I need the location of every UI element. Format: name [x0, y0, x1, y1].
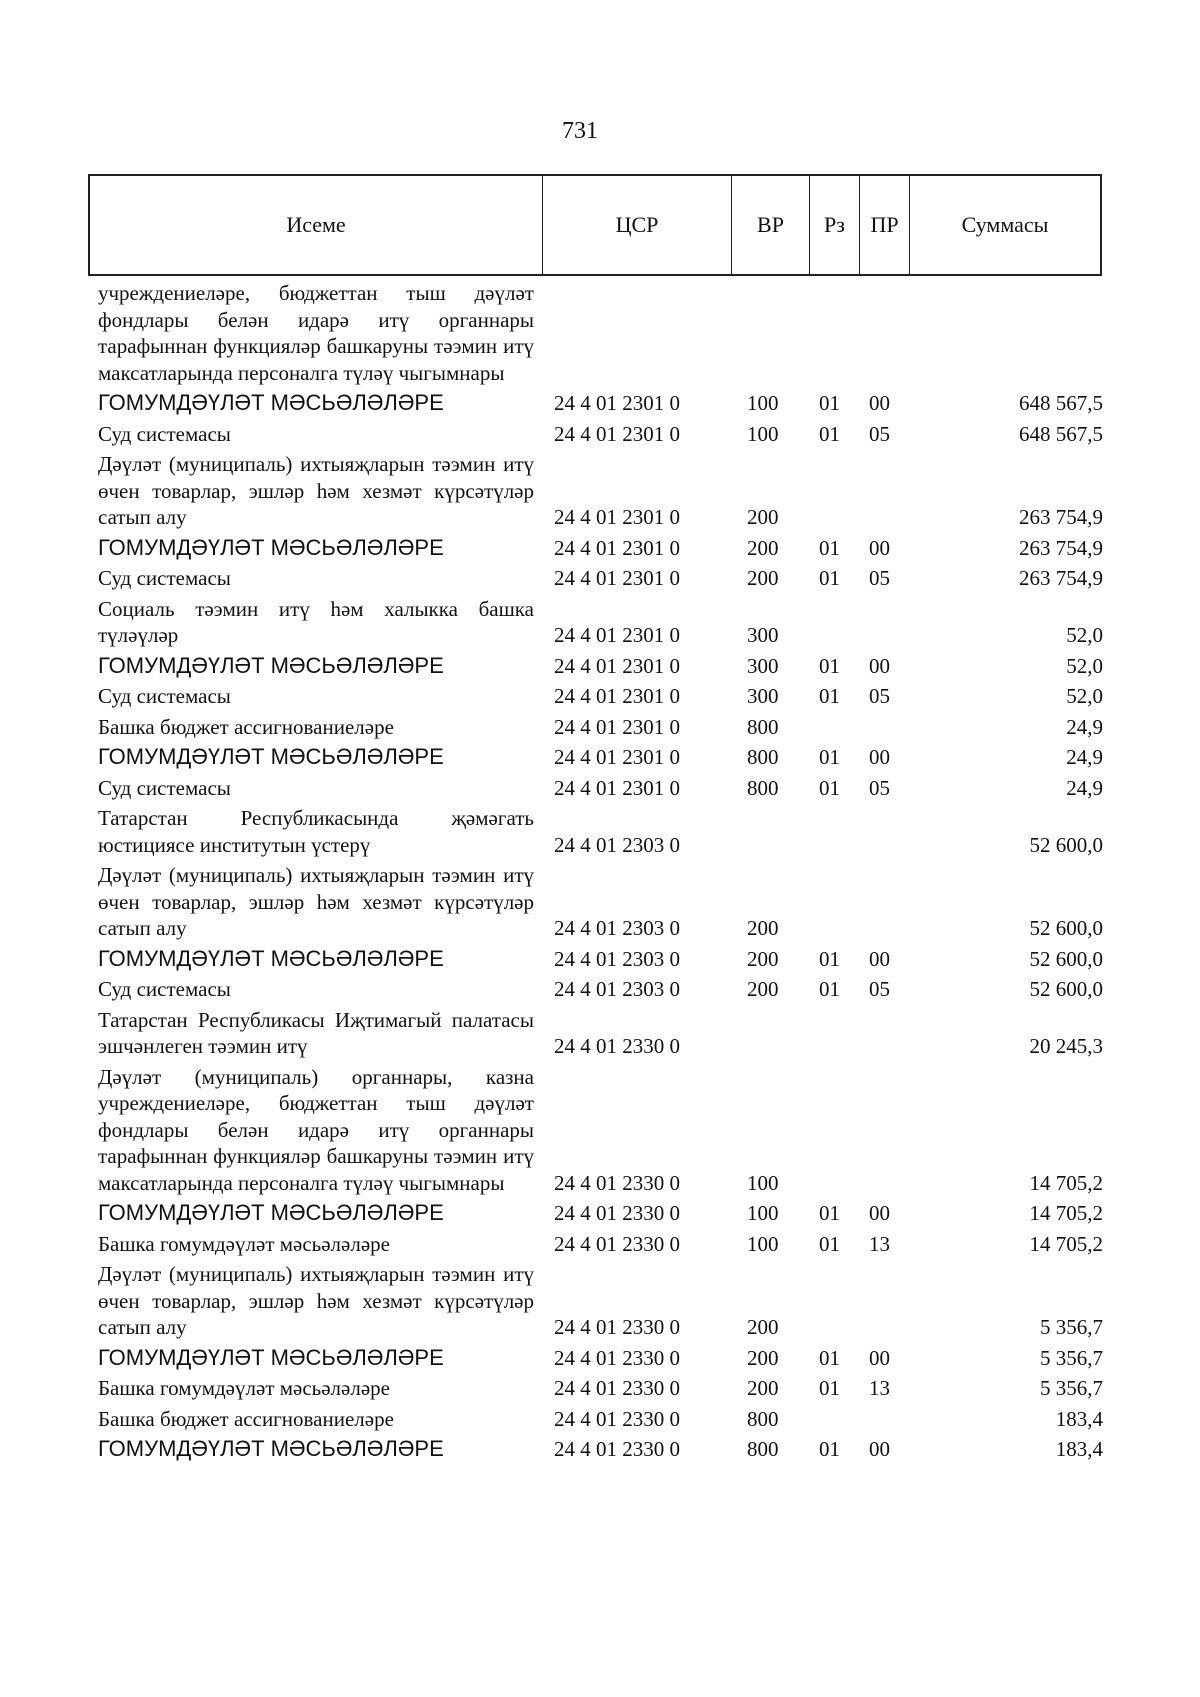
table-row — [98, 712, 1103, 743]
row-csr: 24 4 01 2330 0 — [554, 1201, 680, 1225]
row-pr: 00 — [869, 1437, 890, 1461]
row-vr: 200 — [747, 1315, 779, 1339]
table-header — [88, 174, 1102, 276]
row-csr: 24 4 01 2301 0 — [554, 421, 680, 446]
row-sum: 24,9 — [1066, 745, 1103, 769]
row-sum: 183,4 — [1055, 1406, 1103, 1431]
row-pr: 13 — [869, 1376, 890, 1400]
table-row — [98, 594, 1103, 651]
row-vr: 100 — [747, 421, 779, 446]
row-csr: 24 4 01 2301 0 — [554, 391, 680, 415]
row-csr: 24 4 01 2301 0 — [554, 745, 680, 769]
table-row — [98, 1404, 1103, 1435]
row-vr: 200 — [747, 946, 779, 971]
header-pr: ПР — [860, 176, 910, 274]
row-name: учреждениеләре, бюджеттан тыш дәүләт фондлары белән идарә итү органнары тарафыннан функцияләр башкаруны тәэмин итү максатларында персоналга түләү чыгымнары — [98, 281, 534, 385]
row-name: Татарстан Республикасында җәмәгать юстициясе институтын үстерү — [98, 806, 534, 857]
table-row — [98, 278, 1103, 388]
row-sum: 5 356,7 — [1040, 1315, 1103, 1339]
row-sum: 52 600,0 — [1029, 946, 1103, 971]
row-vr: 800 — [747, 745, 779, 769]
row-name: ГОМУМДӘҮЛӘТ МӘСЬӘЛӘЛӘРЕ — [98, 945, 444, 971]
table-row — [98, 1259, 1103, 1343]
table-row — [98, 1343, 1103, 1374]
row-name: Суд системасы — [98, 977, 231, 1001]
row-rz: 01 — [819, 566, 840, 590]
row-name: Башка гомумдәүләт мәсьәләләре — [98, 1376, 390, 1400]
row-sum: 14 705,2 — [1029, 1170, 1103, 1195]
row-csr: 24 4 01 2301 0 — [554, 535, 680, 560]
row-vr: 100 — [747, 1201, 779, 1225]
row-csr: 24 4 01 2330 0 — [554, 1376, 680, 1400]
header-name: Исеме — [90, 176, 543, 274]
row-vr: 200 — [747, 1376, 779, 1400]
row-csr: 24 4 01 2330 0 — [554, 1406, 680, 1431]
row-name: Суд системасы — [98, 684, 231, 708]
row-vr: 800 — [747, 775, 779, 800]
row-csr: 24 4 01 2303 0 — [554, 832, 680, 857]
row-rz: 01 — [819, 775, 840, 800]
header-rz: Рз — [810, 176, 860, 274]
row-name: Дәүләт (муниципаль) ихтыяҗларын тәэмин итү өчен товарлар, эшләр һәм хезмәт күрсәтүләр сатып алу — [98, 863, 534, 940]
row-csr: 24 4 01 2301 0 — [554, 775, 680, 800]
table-row — [98, 974, 1103, 1005]
row-name: ГОМУМДӘҮЛӘТ МӘСЬӘЛӘЛӘРЕ — [98, 652, 444, 678]
row-vr: 300 — [747, 684, 779, 708]
row-sum: 14 705,2 — [1029, 1231, 1103, 1256]
table-row — [98, 1229, 1103, 1260]
row-rz: 01 — [819, 1437, 840, 1461]
row-name: Социаль тәэмин итү һәм халыкка башка түләүләр — [98, 596, 534, 647]
row-pr: 05 — [869, 421, 890, 446]
row-csr: 24 4 01 2303 0 — [554, 916, 680, 940]
row-name: Суд системасы — [98, 421, 231, 446]
row-name: Суд системасы — [98, 775, 231, 800]
row-csr: 24 4 01 2301 0 — [554, 566, 680, 590]
row-name: ГОМУМДӘҮЛӘТ МӘСЬӘЛӘЛӘРЕ — [98, 1200, 444, 1225]
row-vr: 200 — [747, 916, 779, 940]
row-pr: 05 — [869, 684, 890, 708]
row-vr: 100 — [747, 391, 779, 415]
row-name: Башка бюджет ассигнованиеләре — [98, 1406, 394, 1431]
row-name: Дәүләт (муниципаль) ихтыяҗларын тәэмин итү өчен товарлар, эшләр һәм хезмәт күрсәтүләр сатып алу — [98, 1262, 534, 1339]
row-vr: 200 — [747, 977, 779, 1001]
row-pr: 05 — [869, 566, 890, 590]
row-vr: 800 — [747, 714, 779, 739]
table-row — [98, 742, 1103, 773]
table-row — [98, 419, 1103, 450]
row-rz: 01 — [819, 391, 840, 415]
table-body — [98, 278, 1103, 1465]
table-row — [98, 1005, 1103, 1062]
row-pr: 00 — [869, 1345, 890, 1370]
row-sum: 263 754,9 — [1019, 505, 1103, 529]
row-vr: 800 — [747, 1437, 779, 1461]
row-pr: 00 — [869, 653, 890, 678]
row-csr: 24 4 01 2301 0 — [554, 505, 680, 529]
table-row — [98, 803, 1103, 860]
row-rz: 01 — [819, 535, 840, 560]
row-pr: 00 — [869, 391, 890, 415]
row-sum: 20 245,3 — [1029, 1034, 1103, 1058]
table-row — [98, 681, 1103, 712]
row-pr: 13 — [869, 1231, 890, 1256]
table-row — [98, 449, 1103, 533]
row-name: Суд системасы — [98, 566, 231, 590]
page-number: 731 — [562, 118, 598, 144]
header-vr: ВР — [732, 176, 810, 274]
row-name: Дәүләт (муниципаль) органнары, казна учреждениеләре, бюджеттан тыш дәүләт фондлары белән идарә итү органнары тарафыннан функцияләр башкаруны тәэмин итү максатларында персоналга түләү чыгымнары — [98, 1064, 534, 1195]
row-sum: 24,9 — [1066, 714, 1103, 739]
row-rz: 01 — [819, 977, 840, 1001]
table-row — [98, 651, 1103, 682]
row-name: ГОМУМДӘҮЛӘТ МӘСЬӘЛӘЛӘРЕ — [98, 744, 444, 769]
table-row — [98, 1062, 1103, 1199]
row-rz: 01 — [819, 1201, 840, 1225]
row-vr: 300 — [747, 653, 779, 678]
row-vr: 300 — [747, 623, 779, 647]
table-row — [98, 533, 1103, 564]
row-name: ГОМУМДӘҮЛӘТ МӘСЬӘЛӘЛӘРЕ — [98, 1436, 444, 1461]
row-vr: 200 — [747, 566, 779, 590]
row-rz: 01 — [819, 421, 840, 446]
table-row — [98, 1373, 1103, 1404]
row-csr: 24 4 01 2330 0 — [554, 1231, 680, 1256]
row-name: Татарстан Республикасы Иҗтимагый палатасы эшчәнлеген тәэмин итү — [98, 1007, 534, 1058]
row-csr: 24 4 01 2303 0 — [554, 977, 680, 1001]
row-rz: 01 — [819, 1231, 840, 1256]
row-csr: 24 4 01 2330 0 — [554, 1034, 680, 1058]
header-csr: ЦСР — [543, 176, 732, 274]
row-sum: 14 705,2 — [1029, 1201, 1103, 1225]
row-pr: 00 — [869, 535, 890, 560]
table-row — [98, 563, 1103, 594]
table-row — [98, 1434, 1103, 1465]
row-rz: 01 — [819, 946, 840, 971]
row-vr: 200 — [747, 1345, 779, 1370]
table-row — [98, 860, 1103, 944]
row-sum: 52,0 — [1066, 623, 1103, 647]
row-sum: 5 356,7 — [1040, 1376, 1103, 1400]
row-csr: 24 4 01 2303 0 — [554, 946, 680, 971]
row-sum: 52 600,0 — [1029, 916, 1103, 940]
row-rz: 01 — [819, 684, 840, 708]
row-rz: 01 — [819, 745, 840, 769]
row-sum: 52 600,0 — [1029, 832, 1103, 857]
row-csr: 24 4 01 2301 0 — [554, 684, 680, 708]
row-sum: 263 754,9 — [1019, 566, 1103, 590]
table-row — [98, 388, 1103, 419]
table-row — [98, 773, 1103, 804]
row-sum: 648 567,5 — [1019, 391, 1103, 415]
row-rz: 01 — [819, 1345, 840, 1370]
row-sum: 648 567,5 — [1019, 421, 1103, 446]
row-name: ГОМУМДӘҮЛӘТ МӘСЬӘЛӘЛӘРЕ — [98, 1344, 444, 1370]
table-row — [98, 944, 1103, 975]
row-vr: 200 — [747, 505, 779, 529]
row-pr: 00 — [869, 1201, 890, 1225]
row-name: ГОМУМДӘҮЛӘТ МӘСЬӘЛӘЛӘРЕ — [98, 390, 444, 415]
row-pr: 05 — [869, 775, 890, 800]
row-name: Дәүләт (муниципаль) ихтыяҗларын тәэмин итү өчен товарлар, эшләр һәм хезмәт күрсәтүләр сатып алу — [98, 452, 534, 529]
row-name: ГОМУМДӘҮЛӘТ МӘСЬӘЛӘЛӘРЕ — [98, 534, 444, 560]
row-sum: 52,0 — [1066, 653, 1103, 678]
row-vr: 200 — [747, 535, 779, 560]
row-name: Башка бюджет ассигнованиеләре — [98, 714, 394, 739]
row-sum: 183,4 — [1055, 1437, 1103, 1461]
row-sum: 263 754,9 — [1019, 535, 1103, 560]
row-name: Башка гомумдәүләт мәсьәләләре — [98, 1231, 390, 1256]
row-pr: 05 — [869, 977, 890, 1001]
row-csr: 24 4 01 2330 0 — [554, 1170, 680, 1195]
row-rz: 01 — [819, 653, 840, 678]
row-pr: 00 — [869, 745, 890, 769]
row-csr: 24 4 01 2301 0 — [554, 623, 680, 647]
row-csr: 24 4 01 2301 0 — [554, 653, 680, 678]
table-row — [98, 1198, 1103, 1229]
row-sum: 5 356,7 — [1040, 1345, 1103, 1370]
row-csr: 24 4 01 2330 0 — [554, 1345, 680, 1370]
row-vr: 100 — [747, 1231, 779, 1256]
row-pr: 00 — [869, 946, 890, 971]
header-sum: Суммасы — [961, 212, 1049, 237]
row-csr: 24 4 01 2330 0 — [554, 1437, 680, 1461]
row-vr: 100 — [747, 1170, 779, 1195]
row-csr: 24 4 01 2301 0 — [554, 714, 680, 739]
row-vr: 800 — [747, 1406, 779, 1431]
row-csr: 24 4 01 2330 0 — [554, 1315, 680, 1339]
row-sum: 52 600,0 — [1029, 977, 1103, 1001]
row-sum: 52,0 — [1066, 684, 1103, 708]
row-sum: 24,9 — [1066, 775, 1103, 800]
row-rz: 01 — [819, 1376, 840, 1400]
